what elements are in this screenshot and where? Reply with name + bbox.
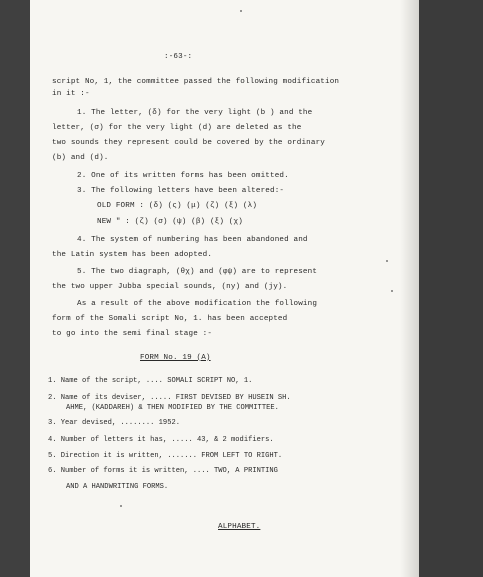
body-line-17: to go into the semi final stage :-: [52, 330, 213, 338]
body-line-16: form of the Somali script No, 1. has been accepted: [52, 315, 288, 323]
body-line-2: in it :-: [52, 90, 90, 98]
page-edge-shadow: [400, 0, 419, 577]
body-line-10: NEW " : (ζ) (σ) (ψ) (β) (ξ) (χ): [97, 218, 243, 226]
form-item-6: 6. Number of forms it is written, .... TWO, A PRINTING: [48, 467, 278, 475]
form-item-6-cont: AND A HANDWRITING FORMS.: [66, 483, 169, 491]
paper-speck: [120, 505, 122, 507]
form-item-2: 2. Name of its deviser, ..... FIRST DEVISED BY HUSEIN SH.: [48, 394, 291, 402]
body-line-11: 4. The system of numbering has been abandoned and: [77, 236, 308, 244]
body-line-5: two sounds they represent could be covered by the ordinary: [52, 139, 326, 147]
form-item-4: 4. Number of letters it has, ..... 43, & 2 modifiers.: [48, 436, 274, 444]
body-line-9: OLD FORM : (δ) (ς) (μ) (ζ) (ξ) (λ): [97, 202, 258, 210]
body-line-1: script No, 1, the committee passed the following modification: [52, 78, 340, 86]
paper-speck: [391, 290, 393, 292]
form-item-3: 3. Year devised, ........ 1952.: [48, 419, 180, 427]
document-page: [30, 0, 419, 577]
body-line-8: 3. The following letters have been altered:-: [77, 187, 285, 195]
body-line-6: (b) and (d).: [52, 154, 109, 162]
body-line-12: the Latin system has been adopted.: [52, 251, 213, 259]
form-item-2-cont: AHME, (KADDAREH) & THEN MODIFIED BY THE COMMITTEE.: [66, 404, 279, 412]
form-item-5: 5. Direction it is written, ....... FROM LEFT TO RIGHT.: [48, 452, 283, 460]
paper-speck: [240, 10, 242, 12]
body-line-4: letter, (σ) for the very light (d) are deleted as the: [52, 124, 302, 132]
body-line-3: 1. The letter, (δ) for the very light (b ) and the: [77, 109, 313, 117]
body-line-13: 5. The two diagraph, (θχ) and (φψ) are to represent: [77, 268, 318, 276]
body-line-7: 2. One of its written forms has been omitted.: [77, 172, 289, 180]
form-title: FORM No. 19 (A): [140, 354, 211, 362]
body-line-14: the two upper Jubba special sounds, (ny) and (jy).: [52, 283, 288, 291]
alphabet-heading: ALPHABET.: [218, 523, 261, 531]
paper-speck: [386, 260, 388, 262]
body-line-15: As a result of the above modification the following: [77, 300, 318, 308]
left-gutter: [0, 0, 30, 577]
form-item-1: 1. Name of the script, .... SOMALI SCRIPT NO, 1.: [48, 377, 253, 385]
page-number: :-63-:: [164, 53, 193, 61]
right-gutter: [419, 0, 483, 577]
